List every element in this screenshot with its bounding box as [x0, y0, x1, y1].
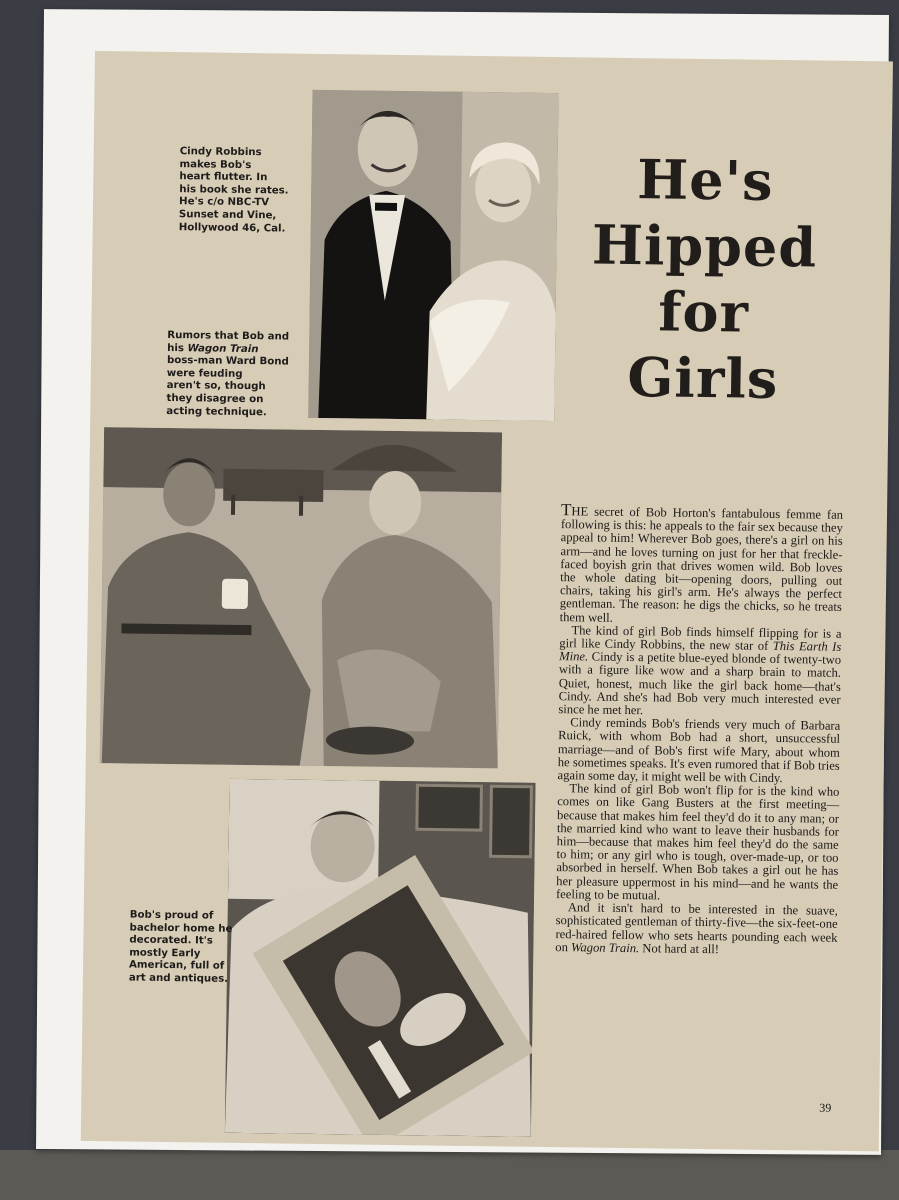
article-paragraph-3: Cindy reminds Bob's friends very much of Barbara Ruick, with whom Bob had a short, unsuccessful marriage—and of Bob's first wife Mary, about whom he sometimes speaks. It's even rumored that if Bob tries again some day, it might well be with Cindy.	[557, 715, 841, 786]
drop-cap: T	[560, 500, 572, 520]
photo-home-illustration	[225, 779, 536, 1137]
photo-couple-illustration	[308, 90, 558, 421]
article-paragraph-2	[558, 624, 841, 720]
paper-sheet	[36, 9, 889, 1155]
article-body	[555, 500, 844, 958]
caption-line: He's c/o NBC-TV	[178, 196, 270, 209]
caption-rumors	[166, 330, 289, 420]
show-title: Wagon Train	[187, 342, 259, 355]
page-number: 39	[819, 1100, 832, 1115]
film-title: This Earth Is Mine.	[559, 638, 842, 664]
headline-line: Girls	[626, 344, 779, 411]
floor-background	[0, 1150, 899, 1200]
caption-line: Cindy Robbins	[179, 146, 262, 159]
photo-bachelor-home	[225, 779, 536, 1137]
paragraph-text: And it isn't hard to be interested in the suave, sophisticated gentleman of thirty-five—the six-feet-one red-haired fellow who sets hearts pounding each week on	[555, 900, 838, 955]
headline	[552, 145, 855, 413]
caption-line: makes Bob's	[179, 158, 252, 171]
photo-western-illustration	[100, 427, 502, 768]
caption-line: art and antiques.	[128, 972, 229, 985]
headline-line: Hipped	[591, 212, 818, 280]
caption-line: they disagree on	[166, 392, 264, 406]
caption-line: American, full of	[128, 959, 225, 973]
caption-line: Sunset and Vine,	[178, 209, 277, 222]
caption-cindy	[179, 146, 290, 236]
headline-line: He's	[636, 147, 774, 213]
article-paragraph-5	[555, 901, 838, 957]
caption-line: bachelor home he	[129, 922, 233, 935]
caption-line: acting technique.	[166, 405, 267, 418]
paragraph-text: Not hard at all!	[639, 940, 720, 956]
article-paragraph-4: The kind of girl Bob won't flip for is the kind who comes on like Gang Busters at the first meeting—because that makes him feel they'd do it to any man; or the married kind who want to leave their husbands for him—because that makes him feel they'd do the same to him; or any girl who is tough, over-made-up, or too absorbed in herself. When Bob takes a girl out he has her pleasure uppermost in his mind—and he wants the feeling to be mutual.	[555, 781, 840, 903]
article-paragraph-1	[559, 500, 844, 628]
photo-couple	[308, 90, 558, 421]
headline-line: for	[657, 279, 750, 345]
caption-line: Rumors that Bob and	[167, 329, 290, 343]
caption-line: Bob's proud of	[129, 909, 214, 922]
photo-western-set	[100, 427, 502, 768]
caption-home	[129, 910, 233, 987]
caption-line: his book she rates.	[179, 183, 289, 197]
caption-line: decorated. It's	[129, 934, 213, 947]
paragraph-text: HE secret of Bob Horton's fantabulous femme fan following is this: he appeals to the fair sex because they appeal to him! Wherever Bob goes, there's a girl on his arm—and he loves turning on just for her that freckle-faced boyish grin that drives women wild. Bob loves the whole dating bit—opening doors, pulling out chairs, taking his girl's arm. He's always the perfect gentleman. The reason: he digs the chicks, so he treats them well.	[559, 504, 844, 625]
caption-line: were feuding	[166, 367, 243, 380]
paragraph-text: The kind of girl Bob finds himself flipping for is a girl like Cindy Robbins, the new star of	[559, 623, 842, 653]
caption-fragment: his	[167, 342, 188, 354]
show-title: Wagon Train.	[571, 940, 640, 955]
caption-line: mostly Early	[129, 947, 201, 960]
caption-line: boss-man Ward Bond	[166, 355, 289, 368]
caption-line: heart flutter. In	[179, 171, 268, 184]
magazine-page	[81, 51, 893, 1151]
paragraph-text: Cindy is a petite blue-eyed blonde of twenty-two with a figure like wow and a sharp brain to match. Quiet, honest, much like the girl back home—that's Cindy. And she's had Bob very much interested ever since he met her.	[558, 649, 842, 718]
caption-line: aren't so, though	[166, 380, 266, 393]
caption-line: Hollywood 46, Cal.	[178, 221, 286, 235]
